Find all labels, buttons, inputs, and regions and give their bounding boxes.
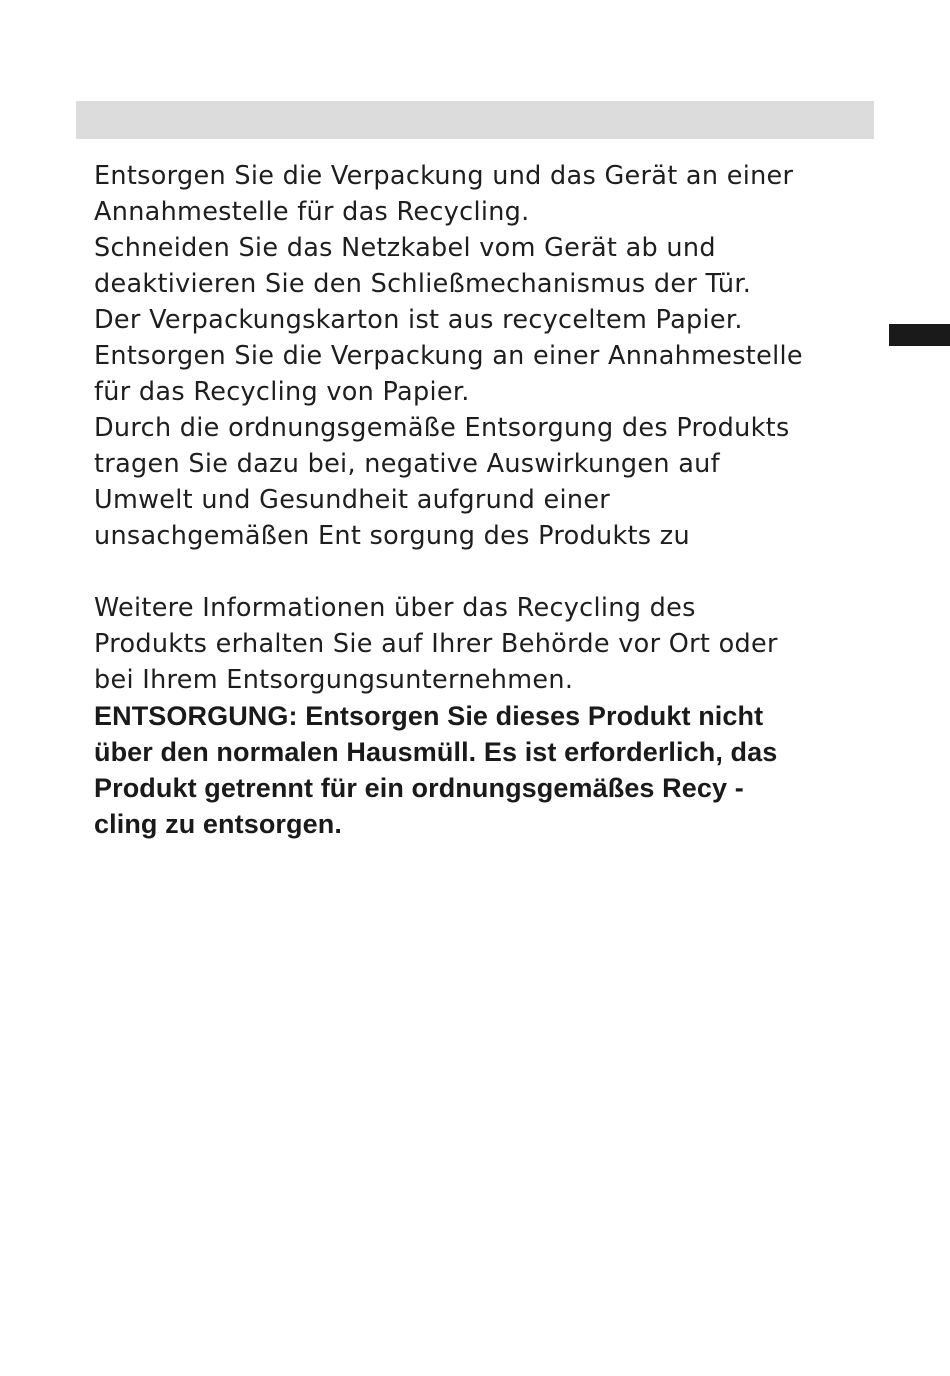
text-line: tragen Sie dazu bei, negative Auswirkungen auf (94, 449, 720, 479)
text-line: Entsorgen Sie die Verpackung und das Gerät an einer (94, 161, 794, 191)
notice-line: Produkt getrennt für ein ordnungsgemäßes Recy - (94, 773, 744, 803)
notice-line: über den normalen Hausmüll. Es ist erforderlich, das (94, 737, 778, 767)
text-line: bei Ihrem Entsorgungsunternehmen. (94, 665, 574, 695)
disposal-notice (94, 698, 914, 842)
text-line: Annahmestelle für das Recycling. (94, 197, 530, 227)
text-line: Produkts erhalten Sie auf Ihrer Behörde vor Ort oder (94, 629, 778, 659)
text-line: Umwelt und Gesundheit aufgrund einer (94, 485, 611, 515)
text-line: Durch die ordnungsgemäße Entsorgung des Produkts (94, 413, 790, 443)
section-header-band (76, 101, 874, 139)
text-line: Schneiden Sie das Netzkabel vom Gerät ab und (94, 233, 716, 263)
text-line: Entsorgen Sie die Verpackung an einer Annahmestelle (94, 341, 803, 371)
text-line: Der Verpackungskarton ist aus recyceltem Papier. (94, 305, 743, 335)
paragraph-more-information (94, 590, 914, 698)
text-line: unsachgemäßen Ent sorgung des Produkts zu (94, 521, 690, 551)
paragraph-disposal-instructions (94, 158, 914, 554)
text-line: Weitere Informationen über das Recycling des (94, 593, 696, 623)
notice-line: cling zu entsorgen. (94, 809, 342, 839)
document-body (94, 158, 914, 842)
paragraph-spacer (94, 554, 914, 590)
text-line: deaktivieren Sie den Schließmechanismus der Tür. (94, 269, 752, 299)
notice-line: ENTSORGUNG: Entsorgen Sie dieses Produkt nicht (94, 701, 764, 731)
text-line: für das Recycling von Papier. (94, 377, 470, 407)
